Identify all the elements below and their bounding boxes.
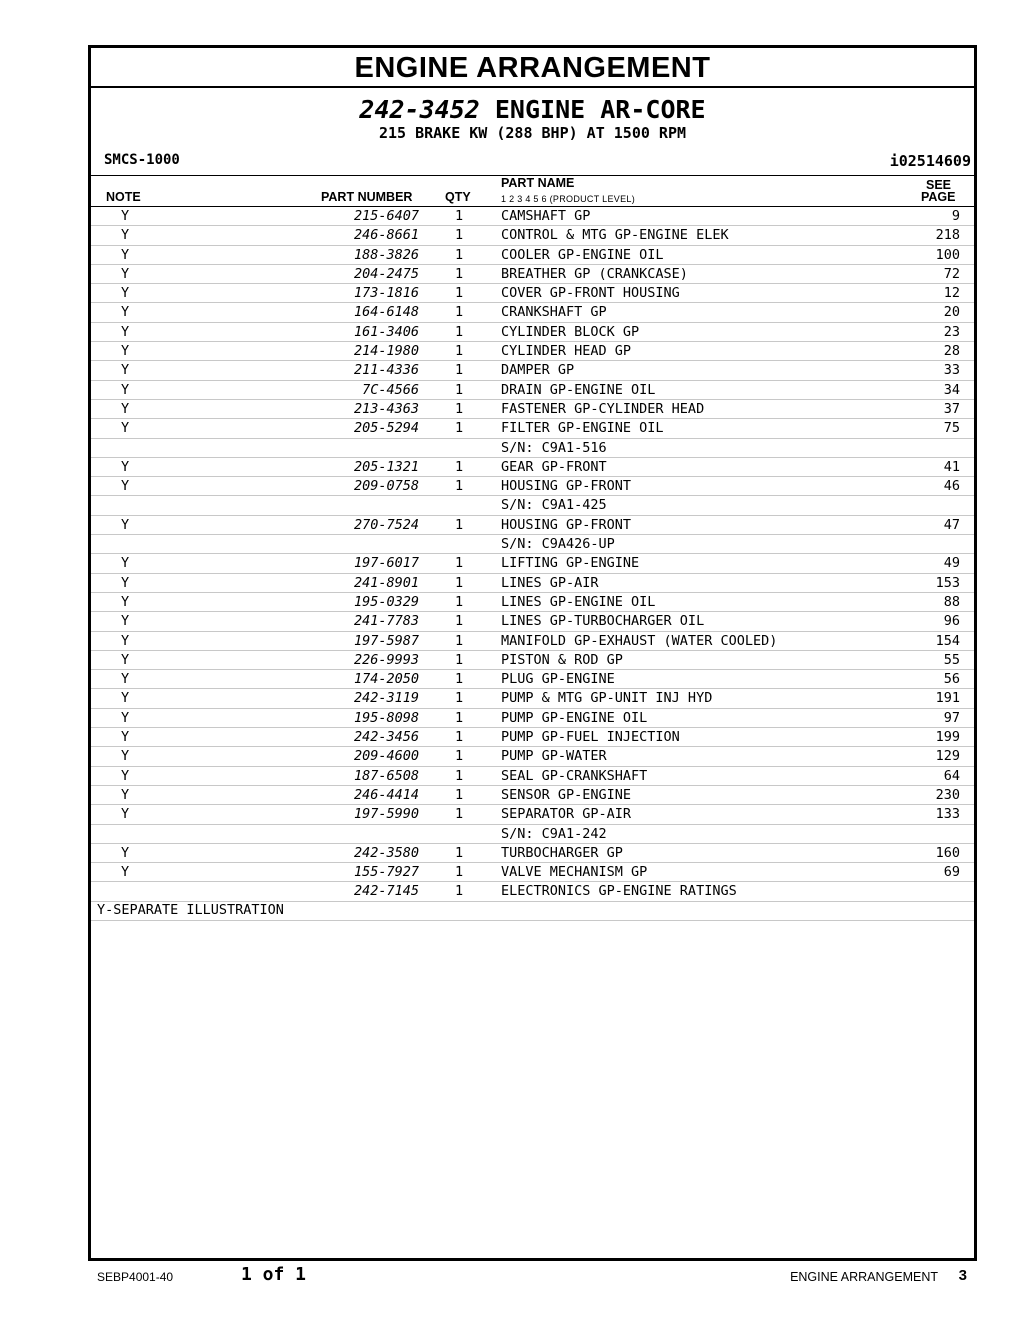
note-cell: Y [121, 864, 130, 881]
see-page-cell: 33 [943, 362, 960, 379]
table-row [91, 439, 974, 458]
see-page-cell: 230 [935, 786, 960, 803]
table-row [91, 419, 974, 438]
note-cell: Y [121, 227, 130, 244]
part-name-cell: BREATHER GP (CRANKCASE) [501, 265, 688, 282]
qty-cell: 1 [455, 806, 464, 823]
part-number-cell: 215-6407 [353, 208, 419, 224]
note-cell: Y [121, 400, 130, 417]
note-cell: Y [121, 671, 130, 688]
col-see-header: SEE [926, 178, 952, 192]
table-row [91, 786, 974, 805]
part-name-cell: FASTENER GP-CYLINDER HEAD [501, 400, 705, 417]
see-page-cell: 160 [935, 844, 960, 861]
see-page-cell: 56 [943, 671, 960, 688]
qty-cell: 1 [455, 516, 464, 533]
part-name-cell: DRAIN GP-ENGINE OIL [501, 381, 656, 398]
qty-cell: 1 [455, 864, 464, 881]
part-name-cell: LIFTING GP-ENGINE [501, 555, 640, 572]
group-heading [91, 88, 974, 141]
table-row [91, 323, 974, 342]
part-number-cell: 241-8901 [353, 574, 419, 591]
part-name-cell: CAMSHAFT GP [501, 208, 591, 224]
note-cell: Y [121, 709, 130, 726]
see-page-cell: 133 [935, 806, 960, 823]
table-row [91, 303, 974, 322]
see-page-cell: 191 [935, 690, 960, 707]
see-page-cell: 199 [935, 729, 960, 746]
see-page-cell: 37 [943, 400, 960, 417]
note-cell: Y [121, 265, 130, 282]
footer-page-number: 3 [958, 1267, 967, 1284]
see-page-cell: 153 [935, 574, 960, 591]
table-row [91, 825, 974, 844]
table-row [91, 207, 974, 226]
note-cell: Y [121, 748, 130, 765]
qty-cell: 1 [455, 883, 464, 900]
table-row [91, 342, 974, 361]
qty-cell: 1 [455, 304, 464, 321]
part-name-cell: PUMP GP-FUEL INJECTION [501, 729, 680, 746]
part-name-cell: VALVE MECHANISM GP [501, 864, 648, 881]
table-row [91, 632, 974, 651]
note-cell: Y [121, 516, 130, 533]
see-page-cell: 96 [943, 613, 960, 630]
qty-cell: 1 [455, 690, 464, 707]
part-number-cell: 211-4336 [353, 362, 419, 379]
see-page-cell: 64 [943, 767, 960, 784]
see-page-cell: 20 [943, 304, 960, 321]
table-row [91, 805, 974, 824]
col-qty-header: QTY [445, 190, 471, 204]
table-row [91, 670, 974, 689]
see-page-cell: 75 [943, 420, 960, 437]
see-page-cell: 129 [935, 748, 960, 765]
qty-cell: 1 [455, 729, 464, 746]
note-cell: Y [121, 651, 130, 668]
see-page-cell: 9 [951, 208, 960, 224]
title-bar [91, 48, 974, 88]
note-cell: Y [121, 806, 130, 823]
table-row [91, 689, 974, 708]
see-page-cell: 88 [943, 593, 960, 610]
part-number-cell: 242-3119 [353, 690, 419, 707]
note-cell: Y [121, 208, 130, 224]
note-cell: Y [121, 304, 130, 321]
qty-cell: 1 [455, 478, 464, 495]
footnote: Y-SEPARATE ILLUSTRATION [91, 902, 974, 921]
note-cell: Y [121, 343, 130, 360]
qty-cell: 1 [455, 767, 464, 784]
qty-cell: 1 [455, 208, 464, 224]
table-row [91, 284, 974, 303]
qty-cell: 1 [455, 362, 464, 379]
table-row [91, 863, 974, 882]
part-number-cell: 188-3826 [353, 246, 419, 263]
qty-cell: 1 [455, 323, 464, 340]
part-name-cell: PUMP GP-ENGINE OIL [501, 709, 648, 726]
see-page-cell: 47 [943, 516, 960, 533]
part-name-cell: CYLINDER HEAD GP [501, 343, 632, 360]
qty-cell: 1 [455, 265, 464, 282]
table-row [91, 496, 974, 515]
see-page-cell: 41 [943, 458, 960, 475]
see-page-cell: 55 [943, 651, 960, 668]
part-number-cell: 7C-4566 [362, 381, 419, 398]
note-cell: Y [121, 478, 130, 495]
part-number-cell: 242-7145 [353, 883, 419, 900]
part-name-cell: LINES GP-ENGINE OIL [501, 593, 656, 610]
qty-cell: 1 [455, 420, 464, 437]
qty-cell: 1 [455, 246, 464, 263]
table-row [91, 361, 974, 380]
table-row [91, 651, 974, 670]
note-cell: Y [121, 574, 130, 591]
col-part-name-header: PART NAME [501, 176, 575, 190]
table-row [91, 747, 974, 766]
note-cell: Y [121, 381, 130, 398]
see-page-cell: 218 [935, 227, 960, 244]
part-number-cell: 209-4600 [353, 748, 419, 765]
note-cell: Y [121, 690, 130, 707]
see-page-cell: 28 [943, 343, 960, 360]
group-name: ENGINE AR-CORE [494, 95, 706, 124]
part-number-cell: 270-7524 [353, 516, 419, 533]
part-number-cell: 213-4363 [353, 400, 419, 417]
page-frame [88, 45, 977, 1261]
see-page-cell: 23 [943, 323, 960, 340]
part-number-cell: 187-6508 [353, 767, 419, 784]
col-note-header: NOTE [106, 190, 141, 204]
see-page-cell: 69 [943, 864, 960, 881]
part-name-cell: S/N: C9A1-425 [501, 497, 607, 514]
qty-cell: 1 [455, 574, 464, 591]
qty-cell: 1 [455, 285, 464, 302]
table-row [91, 535, 974, 554]
note-cell: Y [121, 420, 130, 437]
qty-cell: 1 [455, 227, 464, 244]
table-row [91, 554, 974, 573]
table-row [91, 246, 974, 265]
note-cell: Y [121, 593, 130, 610]
product-level-legend: 1 2 3 4 5 6 (PRODUCT LEVEL) [501, 194, 635, 204]
part-name-cell: SENSOR GP-ENGINE [501, 786, 632, 803]
qty-cell: 1 [455, 343, 464, 360]
table-row [91, 709, 974, 728]
qty-cell: 1 [455, 381, 464, 398]
part-number-cell: 195-0329 [353, 593, 419, 610]
part-name-cell: COOLER GP-ENGINE OIL [501, 246, 664, 263]
smcs-code: SMCS-1000 [104, 152, 180, 168]
qty-cell: 1 [455, 458, 464, 475]
table-row [91, 226, 974, 245]
part-number-cell: 197-5987 [353, 632, 419, 649]
part-name-cell: PUMP & MTG GP-UNIT INJ HYD [501, 690, 713, 707]
part-number-cell: 205-1321 [353, 458, 419, 475]
rating-line: 215 BRAKE KW (288 BHP) AT 1500 RPM [378, 124, 687, 142]
see-page-cell: 46 [943, 478, 960, 495]
note-cell: Y [121, 844, 130, 861]
part-name-cell: CRANKSHAFT GP [501, 304, 607, 321]
footer-section: ENGINE ARRANGEMENT [790, 1270, 938, 1284]
page-of: 1 of 1 [241, 1264, 307, 1285]
qty-cell: 1 [455, 671, 464, 688]
see-page-cell: 72 [943, 265, 960, 282]
note-cell: Y [121, 786, 130, 803]
part-name-cell: DAMPER GP [501, 362, 575, 379]
table-row [91, 593, 974, 612]
part-number-cell: 246-8661 [353, 227, 419, 244]
see-page-cell: 154 [935, 632, 960, 649]
note-cell: Y [121, 613, 130, 630]
part-name-cell: PISTON & ROD GP [501, 651, 623, 668]
page-title: ENGINE ARRANGEMENT [354, 52, 711, 84]
table-row [91, 882, 974, 901]
part-name-cell: S/N: C9A426-UP [501, 536, 615, 553]
part-number-cell: 205-5294 [353, 420, 419, 437]
note-cell: Y [121, 285, 130, 302]
table-row [91, 612, 974, 631]
part-name-cell: CYLINDER BLOCK GP [501, 323, 640, 340]
qty-cell: 1 [455, 651, 464, 668]
part-name-cell: MANIFOLD GP-EXHAUST (WATER COOLED) [501, 632, 778, 649]
part-name-cell: COVER GP-FRONT HOUSING [501, 285, 680, 302]
part-name-cell: SEAL GP-CRANKSHAFT [501, 767, 648, 784]
part-name-cell: ELECTRONICS GP-ENGINE RATINGS [501, 883, 737, 900]
see-page-cell: 49 [943, 555, 960, 572]
part-name-cell: FILTER GP-ENGINE OIL [501, 420, 664, 437]
part-number-cell: 226-9993 [353, 651, 419, 668]
part-name-cell: CONTROL & MTG GP-ENGINE ELEK [501, 227, 729, 244]
table-row [91, 477, 974, 496]
col-part-number-header: PART NUMBER [321, 190, 413, 204]
doc-number: SEBP4001-40 [97, 1270, 174, 1284]
see-page-cell: 100 [935, 246, 960, 263]
part-name-cell: HOUSING GP-FRONT [501, 478, 632, 495]
qty-cell: 1 [455, 709, 464, 726]
note-cell: Y [121, 458, 130, 475]
part-number-cell: 209-0758 [353, 478, 419, 495]
group-number: 242-3452 [359, 95, 480, 124]
part-number-cell: 241-7783 [353, 613, 419, 630]
part-name-cell: S/N: C9A1-516 [501, 439, 607, 456]
table-row [91, 400, 974, 419]
table-row [91, 767, 974, 786]
part-name-cell: PLUG GP-ENGINE [501, 671, 615, 688]
part-name-cell: GEAR GP-FRONT [501, 458, 607, 475]
part-number-cell: 155-7927 [353, 864, 419, 881]
qty-cell: 1 [455, 748, 464, 765]
see-page-cell: 12 [943, 285, 960, 302]
qty-cell: 1 [455, 632, 464, 649]
note-cell: Y [121, 767, 130, 784]
table-row [91, 265, 974, 284]
part-number-cell: 242-3456 [353, 729, 419, 746]
part-name-cell: HOUSING GP-FRONT [501, 516, 632, 533]
note-cell: Y [121, 323, 130, 340]
table-row [91, 516, 974, 535]
part-name-cell: S/N: C9A1-242 [501, 825, 607, 842]
part-name-cell: LINES GP-AIR [501, 574, 599, 591]
part-name-cell: TURBOCHARGER GP [501, 844, 623, 861]
part-number-cell: 173-1816 [353, 285, 419, 302]
table-row [91, 381, 974, 400]
part-number-cell: 246-4414 [353, 786, 419, 803]
part-number-cell: 195-8098 [353, 709, 419, 726]
qty-cell: 1 [455, 613, 464, 630]
part-number-cell: 174-2050 [353, 671, 419, 688]
see-page-cell: 97 [943, 709, 960, 726]
note-cell: Y [121, 632, 130, 649]
col-page-header: PAGE [921, 190, 956, 204]
part-number-cell: 164-6148 [353, 304, 419, 321]
part-number-cell: 197-5990 [353, 806, 419, 823]
note-cell: Y [121, 555, 130, 572]
note-cell: Y [121, 362, 130, 379]
part-name-cell: LINES GP-TURBOCHARGER OIL [501, 613, 705, 630]
see-page-cell: 34 [943, 381, 960, 398]
part-name-cell: SEPARATOR GP-AIR [501, 806, 632, 823]
part-number-cell: 161-3406 [353, 323, 419, 340]
table-row [91, 844, 974, 863]
note-cell: Y [121, 729, 130, 746]
info-id: i02514609 [889, 152, 971, 170]
qty-cell: 1 [455, 555, 464, 572]
table-row [91, 728, 974, 747]
part-number-cell: 204-2475 [353, 265, 419, 282]
table-row [91, 458, 974, 477]
qty-cell: 1 [455, 593, 464, 610]
parts-table [91, 206, 974, 921]
part-number-cell: 214-1980 [353, 343, 419, 360]
part-number-cell: 242-3580 [353, 844, 419, 861]
part-name-cell: PUMP GP-WATER [501, 748, 607, 765]
note-cell: Y [121, 246, 130, 263]
qty-cell: 1 [455, 400, 464, 417]
table-row [91, 574, 974, 593]
qty-cell: 1 [455, 786, 464, 803]
qty-cell: 1 [455, 844, 464, 861]
part-number-cell: 197-6017 [353, 555, 419, 572]
